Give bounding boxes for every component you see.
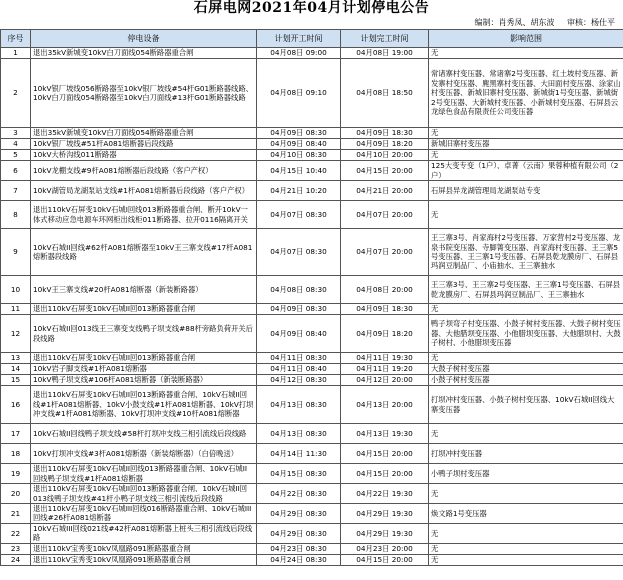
cell-start: 04月11日 08:40 bbox=[257, 364, 341, 375]
cell-end: 04月15日 20:00 bbox=[341, 554, 429, 565]
page-title: 石屏电网2021年04月计划停电公告 bbox=[193, 0, 430, 16]
table-body bbox=[1, 48, 623, 566]
cell-scope: 无 bbox=[429, 484, 623, 504]
table-row bbox=[1, 201, 623, 229]
cell-device: 10kV打坝冲支线#3杆A081熔断器（新装熔断器）（白倍晚送） bbox=[31, 444, 257, 464]
cell-scope: 无 bbox=[429, 353, 623, 364]
cell-device: 退出35kV新城变10kV白刀面线054断路器重合闸 bbox=[31, 128, 257, 139]
cell-scope: 无 bbox=[429, 424, 623, 444]
cell-device: 退出110kV石屏变10kV石城II回013断路器重合闸 bbox=[31, 304, 257, 315]
cell-end: 04月11日 19:20 bbox=[341, 364, 429, 375]
cell-scope: 打坝冲村变压器、小鼓子树村变压器、10kV石城II回线大寨变压器 bbox=[429, 386, 623, 424]
table-row bbox=[1, 484, 623, 504]
cell-scope: 无 bbox=[429, 554, 623, 565]
cell-end: 04月10日 20:00 bbox=[341, 150, 429, 161]
cell-device: 退出110kV宝秀变10kV凤凰路091断路器重合闸 bbox=[31, 554, 257, 565]
cell-no: 12 bbox=[1, 315, 31, 353]
table-row bbox=[1, 554, 623, 565]
cell-end: 04月08日 20:00 bbox=[341, 276, 429, 304]
table-row bbox=[1, 48, 623, 59]
cell-end: 04月09日 18:20 bbox=[341, 315, 429, 353]
cell-start: 04月11日 08:30 bbox=[257, 353, 341, 364]
cell-scope: 王三寨3号、肖家海村2号变压器、万家营村2号变压器、龙泉书院变压器、寺脚箐变压器、肖家海村变压器、王三寨5号变压器、王三寨1号变压器、石屏县乾龙膜房厂、石屏县玛润豆制品厂、小庙抽水、王三寨抽水 bbox=[429, 229, 623, 276]
cell-device: 退出110kV石屏变10kV石城I回线013断路器重合闸、断开10kV一体式移动应急电源车环网柜出线柜011断路器、拉开0116隔离开关 bbox=[31, 201, 257, 229]
cell-start: 04月29日 08:30 bbox=[257, 504, 341, 524]
cell-no: 6 bbox=[1, 161, 31, 181]
table-row bbox=[1, 386, 623, 424]
cell-no: 15 bbox=[1, 375, 31, 386]
table-row bbox=[1, 304, 623, 315]
cell-start: 04月08日 09:00 bbox=[257, 48, 341, 59]
table-row bbox=[1, 543, 623, 554]
cell-no: 13 bbox=[1, 353, 31, 364]
col-header-no: 序号 bbox=[1, 30, 31, 48]
cell-end: 04月09日 18:30 bbox=[341, 304, 429, 315]
cell-start: 04月08日 09:10 bbox=[257, 59, 341, 128]
cell-no: 14 bbox=[1, 364, 31, 375]
cell-device: 10kV石城III回线021线#42杆A081熔断器上桩头三相引流线后段线路 bbox=[31, 523, 257, 543]
reviewer-label: 审核：杨仕平 bbox=[567, 18, 615, 27]
cell-end: 04月15日 20:00 bbox=[341, 464, 429, 484]
cell-no: 1 bbox=[1, 48, 31, 59]
cell-device: 退出110kV石屏变10kV石城II回013断路器重合闸 bbox=[31, 353, 257, 364]
cell-scope: 焕文路1号变压器 bbox=[429, 504, 623, 524]
cell-scope: 常诸寨村变压器、常诸寨2号变压器、红土坡村变压器、新发寨村变压器、麂黑寨村变压器、大田面村变压器、涂家山村变压器、新城旧寨村变压器、新城街1号变压器、新城街2号变压器、大新城村变压器、小新城村变压器、石屏县云龙绿色食品有限责任公司变压器 bbox=[429, 59, 623, 128]
cell-scope: 无 bbox=[429, 150, 623, 161]
editors-label: 编制：肖秀凤、胡东波 bbox=[474, 18, 555, 27]
cell-scope: 鸭子坝弯子村变压器、小鼓子树村变压器、大鼓子树村变压器、大他腊坝变压器、小他腊坝变压器、大他腊坝村、大鼓子树村、小他腊坝变压器 bbox=[429, 315, 623, 353]
cell-no: 4 bbox=[1, 139, 31, 150]
cell-no: 16 bbox=[1, 386, 31, 424]
col-header-device: 停电设备 bbox=[31, 30, 257, 48]
cell-device: 退出110kV石屏变10kV石城II回线013断路器重合闸、10kV石城II回线鸭子坝支线#1杆A081熔断器 bbox=[31, 464, 257, 484]
cell-scope: 125大变专变（1户）、卓菁（云南）果蓉种植有限公司（2户） bbox=[429, 161, 623, 181]
cell-start: 04月10日 08:30 bbox=[257, 150, 341, 161]
cell-start: 04月15日 08:30 bbox=[257, 464, 341, 484]
cell-start: 04月14日 11:30 bbox=[257, 444, 341, 464]
cell-no: 7 bbox=[1, 181, 31, 201]
cell-scope: 新城旧寨村变压器 bbox=[429, 139, 623, 150]
cell-no: 11 bbox=[1, 304, 31, 315]
cell-scope: 小鼓子树村变压器 bbox=[429, 375, 623, 386]
cell-end: 04月09日 18:20 bbox=[341, 139, 429, 150]
cell-start: 04月07日 08:30 bbox=[257, 201, 341, 229]
cell-start: 04月08日 08:30 bbox=[257, 276, 341, 304]
cell-end: 04月12日 20:00 bbox=[341, 375, 429, 386]
cell-start: 04月21日 10:20 bbox=[257, 181, 341, 201]
cell-end: 04月22日 19:30 bbox=[341, 484, 429, 504]
cell-device: 退出110kV石屏变10kV石城II回013断路器重合闸、10kV石城II回线#1杆A081熔断器、10kV小鼓支线#1杆A081熔断器、10kV打坝冲支线#1杆A081熔断器、10kV打坝冲支线#10杆A081熔断器 bbox=[31, 386, 257, 424]
cell-no: 8 bbox=[1, 201, 31, 229]
cell-scope: 无 bbox=[429, 523, 623, 543]
cell-device: 10kV鸭子坝支线#106杆A081熔断器（新装断路器） bbox=[31, 375, 257, 386]
header-row bbox=[1, 30, 623, 48]
col-header-scope: 影响范围 bbox=[429, 30, 623, 48]
cell-start: 04月09日 08:40 bbox=[257, 315, 341, 353]
cell-start: 04月24日 08:30 bbox=[257, 554, 341, 565]
cell-scope: 无 bbox=[429, 543, 623, 554]
cell-no: 23 bbox=[1, 543, 31, 554]
cell-end: 04月13日 19:30 bbox=[341, 424, 429, 444]
cell-scope: 无 bbox=[429, 304, 623, 315]
cell-end: 04月08日 18:50 bbox=[341, 59, 429, 128]
cell-end: 04月08日 19:00 bbox=[341, 48, 429, 59]
cell-start: 04月09日 08:30 bbox=[257, 304, 341, 315]
cell-start: 04月07日 08:30 bbox=[257, 229, 341, 276]
cell-end: 04月13日 20:00 bbox=[341, 386, 429, 424]
cell-device: 10kV石城II回013线王三寨变支线鸭子坝支线#88杆旁路负荷开关后段线路 bbox=[31, 315, 257, 353]
table-row bbox=[1, 276, 623, 304]
cell-end: 04月29日 19:30 bbox=[341, 523, 429, 543]
table-row bbox=[1, 424, 623, 444]
cell-no: 2 bbox=[1, 59, 31, 128]
table-row bbox=[1, 139, 623, 150]
table-row bbox=[1, 181, 623, 201]
author-line bbox=[0, 17, 623, 29]
cell-start: 04月12日 08:30 bbox=[257, 375, 341, 386]
cell-scope: 王三寨3号、王三寨2号变压器、王三寨1号变压器、石屏县乾龙膜房厂、石屏县玛润豆制品厂、王三寨抽水 bbox=[429, 276, 623, 304]
table-row bbox=[1, 444, 623, 464]
cell-start: 04月09日 08:40 bbox=[257, 139, 341, 150]
col-header-end: 计划完工时间 bbox=[341, 30, 429, 48]
cell-start: 04月15日 10:40 bbox=[257, 161, 341, 181]
outage-table bbox=[0, 29, 623, 566]
cell-no: 5 bbox=[1, 150, 31, 161]
cell-device: 10kV大桥沟线011断路器 bbox=[31, 150, 257, 161]
cell-end: 04月11日 19:30 bbox=[341, 353, 429, 364]
cell-no: 9 bbox=[1, 229, 31, 276]
cell-device: 10kV龙棚支线#9杆A081熔断器后段线路（客户产权） bbox=[31, 161, 257, 181]
cell-device: 10kV王三寨支线#20杆A081熔断器（新装断路器） bbox=[31, 276, 257, 304]
cell-no: 24 bbox=[1, 554, 31, 565]
table-row bbox=[1, 161, 623, 181]
table-row bbox=[1, 504, 623, 524]
cell-end: 04月07日 20:00 bbox=[341, 201, 429, 229]
cell-device: 退出110kV宝秀变10kV凤凰路091断路器重合闸 bbox=[31, 543, 257, 554]
cell-scope: 无 bbox=[429, 48, 623, 59]
cell-no: 10 bbox=[1, 276, 31, 304]
cell-device: 10kV银厂坡线#51杆A081熔断器后段线路 bbox=[31, 139, 257, 150]
table-row bbox=[1, 229, 623, 276]
table-row bbox=[1, 464, 623, 484]
cell-start: 04月09日 08:30 bbox=[257, 128, 341, 139]
cell-scope: 打坝冲村变压器 bbox=[429, 444, 623, 464]
cell-no: 21 bbox=[1, 504, 31, 524]
cell-scope: 大鼓子树村变压器 bbox=[429, 364, 623, 375]
cell-device: 10kV石城II回线#62杆A081熔断器至10kV王三寨支线#17杆A081熔断器段线路 bbox=[31, 229, 257, 276]
table-row bbox=[1, 150, 623, 161]
cell-no: 18 bbox=[1, 444, 31, 464]
cell-scope: 小鸭子坝村变压器 bbox=[429, 464, 623, 484]
cell-end: 04月09日 18:30 bbox=[341, 128, 429, 139]
cell-device: 10kV银厂坡线056断路器至10kV银厂坡线#54杆G01断路器线路、10kV白刀面线054断路器至10kV白刀面线#13杆G01断路器线路 bbox=[31, 59, 257, 128]
cell-end: 04月15日 20:00 bbox=[341, 444, 429, 464]
cell-scope: 无 bbox=[429, 128, 623, 139]
cell-no: 20 bbox=[1, 484, 31, 504]
cell-scope: 石屏县异龙湖管理局龙湖泵站专变 bbox=[429, 181, 623, 201]
cell-end: 04月07日 20:00 bbox=[341, 229, 429, 276]
table-row bbox=[1, 523, 623, 543]
table-row bbox=[1, 315, 623, 353]
table-row bbox=[1, 128, 623, 139]
cell-end: 04月23日 20:00 bbox=[341, 543, 429, 554]
table-row bbox=[1, 375, 623, 386]
cell-device: 退出110kV石屏变10kV石城III回线016断路器重合闸、10kV石城III回线#26杆A081熔断器 bbox=[31, 504, 257, 524]
table-row bbox=[1, 59, 623, 128]
cell-device: 10kV岩子脚支线#1杆A081熔断器 bbox=[31, 364, 257, 375]
cell-end: 04月29日 19:30 bbox=[341, 504, 429, 524]
cell-scope: 无 bbox=[429, 201, 623, 229]
cell-start: 04月29日 08:30 bbox=[257, 523, 341, 543]
table-row bbox=[1, 353, 623, 364]
cell-no: 19 bbox=[1, 464, 31, 484]
cell-start: 04月13日 08:30 bbox=[257, 386, 341, 424]
col-header-start: 计划开工时间 bbox=[257, 30, 341, 48]
cell-no: 3 bbox=[1, 128, 31, 139]
cell-start: 04月22日 08:30 bbox=[257, 484, 341, 504]
cell-end: 04月21日 20:00 bbox=[341, 181, 429, 201]
cell-start: 04月23日 08:30 bbox=[257, 543, 341, 554]
cell-start: 04月13日 08:30 bbox=[257, 424, 341, 444]
cell-no: 22 bbox=[1, 523, 31, 543]
cell-device: 退出110kV石屏变10kV石城II回013断路器重合闸、10kV石城II回013线鸭子坝支线#41杆小鸭子坝支线三相引流线后段线路 bbox=[31, 484, 257, 504]
cell-device: 退出35kV新城变10kV白刀面线054断路器重合闸 bbox=[31, 48, 257, 59]
table-row bbox=[1, 364, 623, 375]
cell-device: 10kV湖管局龙湖泵站支线#1杆A081熔断器后段线路（客户产权） bbox=[31, 181, 257, 201]
cell-end: 04月15日 20:00 bbox=[341, 161, 429, 181]
cell-device: 10kV石城II回线鸭子坝支线#58杆打坝冲支线三相引流线后段线路 bbox=[31, 424, 257, 444]
cell-no: 17 bbox=[1, 424, 31, 444]
